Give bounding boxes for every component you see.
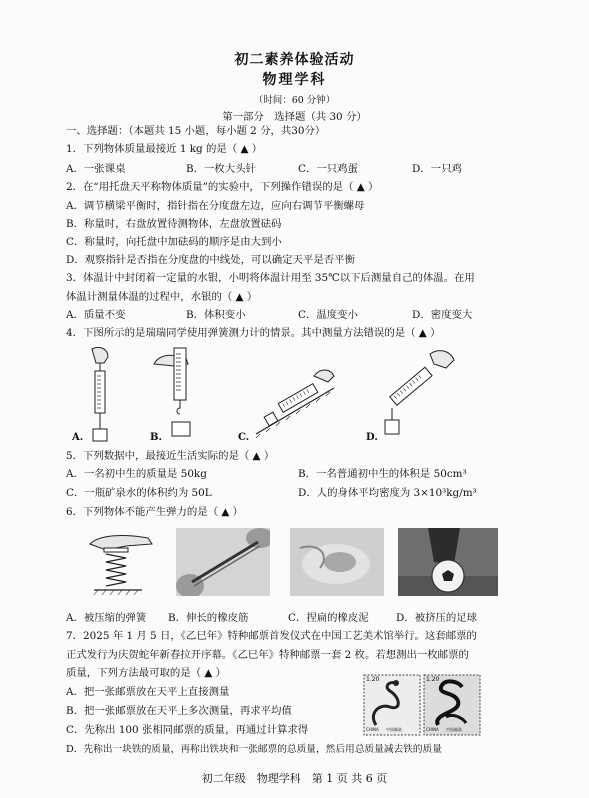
q3-option-a: A．质量不变	[66, 309, 126, 321]
q7-stamps-image	[362, 673, 482, 737]
q3-option-d: D．密度变大	[412, 309, 473, 321]
page-footer: 初二年级 物理学科 第 1 页 共 6 页	[201, 772, 388, 785]
q7-stem-line3: 质量，下列方法最可取的是（ ▲ ）	[66, 667, 227, 679]
q4-stem: 4．下图所示的是瑞瑞同学使用弹簧测力计的情景。其中测量方法错误的是（ ▲ ）	[66, 327, 441, 339]
q1-stem: 1．下列物体质量最接近 1 kg 的是（ ▲ ）	[66, 143, 263, 155]
q6-stem: 6．下列物体不能产生弹力的是（ ▲ ）	[66, 506, 244, 518]
stamp2-country: CHINA	[426, 727, 439, 732]
q7-stem-line2: 正式发行为庆贺蛇年新春拉开序幕。《乙巳年》特种邮票一套 2 枚。若想测出一枚邮票的	[66, 649, 469, 661]
q7-stem-line1: 7．2025 年 1 月 5 日，《乙巳年》特种邮票首发仪式在中国工艺美术馆举行。这套邮票的	[66, 630, 477, 642]
q2-option-d: D．观察指针是否指在分度盘的中线处，可以确定天平是否平衡	[66, 254, 355, 266]
q4-figure-c	[248, 358, 338, 438]
q4-label-c: C.	[238, 432, 250, 443]
q6-figure-spring	[86, 528, 156, 598]
q2-option-b: B．称量时，右盘放置待测物体，左盘放置砝码	[66, 218, 282, 230]
q7-option-c: C．先称出 100 张相同邮票的质量，再通过计算求得	[66, 724, 309, 736]
q4-figure-a	[78, 345, 128, 445]
q4-figure-b	[148, 342, 208, 442]
q5-option-d: D．人的身体平均密度为 3×10³kg/m³	[298, 487, 477, 499]
q7-option-b: B．把一张邮票放在天平上多次测量，再求平均值	[66, 705, 292, 717]
exam-title: 初二素养体验活动	[234, 52, 355, 68]
q2-option-a: A．调节横梁平衡时，指针指在分度盘左边，应向右调节平衡螺母	[66, 200, 365, 212]
section-intro: 一、选择题：（本题共 15 小题，每小题 2 分，共30分）	[66, 125, 326, 137]
q3-stem-line1: 3．体温计中封闭着一定量的水银，小明将体温计用至 35℃以下后测量自己的体温。在用	[66, 272, 475, 284]
q1-option-a: A．一张课桌	[66, 163, 126, 175]
q6-option-a: A．被压缩的弹簧	[66, 612, 147, 624]
q6-option-c: C．捏扁的橡皮泥	[288, 612, 369, 624]
q4-label-b: B.	[150, 432, 162, 443]
q1-option-c: C．一只鸡蛋	[298, 163, 358, 175]
q5-stem: 5．下列数据中，最接近生活实际的是（ ▲ ）	[66, 450, 275, 462]
subject-title: 物理学科	[262, 72, 327, 88]
q3-stem-line2: 体温计测量体温的过程中，水银的（ ▲ ）	[66, 291, 258, 303]
part-heading: 第一部分 选择题（共 30 分）	[222, 111, 367, 123]
q1-option-b: B．一枚大头针	[186, 163, 256, 175]
q4-label-a: A.	[72, 432, 84, 443]
q4-label-d: D.	[366, 432, 378, 443]
q4-figure-d	[372, 346, 462, 438]
q6-option-d: D．被挤压的足球	[396, 612, 478, 624]
time-limit: （时间：60 分钟）	[253, 95, 336, 106]
q3-option-b: B．体积变小	[186, 309, 246, 321]
q7-option-a: A．把一张邮票放在天平上直接测量	[66, 686, 230, 698]
q3-option-c: C．温度变小	[298, 309, 358, 321]
stamp1-country: CHINA	[366, 727, 379, 732]
q1-option-d: D．一只鸡	[412, 163, 462, 175]
q5-option-b: B．一名普通初中生的体积是 50cm³	[298, 468, 467, 480]
stamp2-post: 中国邮政	[446, 727, 462, 732]
q5-option-a: A．一名初中生的质量是 50kg	[66, 468, 207, 480]
q6-option-b: B．伸长的橡皮筋	[168, 612, 249, 624]
stamp2-value: 1.20	[426, 676, 440, 683]
q7-option-d: D．先称出一块铁的质量，再称出铁块和一张邮票的总质量，然后用总质量减去铁的质量	[66, 744, 442, 755]
q2-option-c: C．称量时，向托盘中加砝码的顺序是由大到小	[66, 236, 282, 248]
stamp1-post: 中国邮政	[386, 727, 402, 732]
q6-photo-rubber-band	[176, 528, 270, 596]
q6-photo-clay	[290, 528, 384, 596]
q2-stem: 2．在“用托盘天平称物体质量”的实验中，下列操作错误的是（ ▲ ）	[66, 181, 379, 193]
stamp1-value: 1.20	[366, 676, 380, 683]
q6-photo-football	[398, 528, 498, 596]
q5-option-c: C．一瓶矿泉水的体积约为 50L	[66, 487, 212, 499]
